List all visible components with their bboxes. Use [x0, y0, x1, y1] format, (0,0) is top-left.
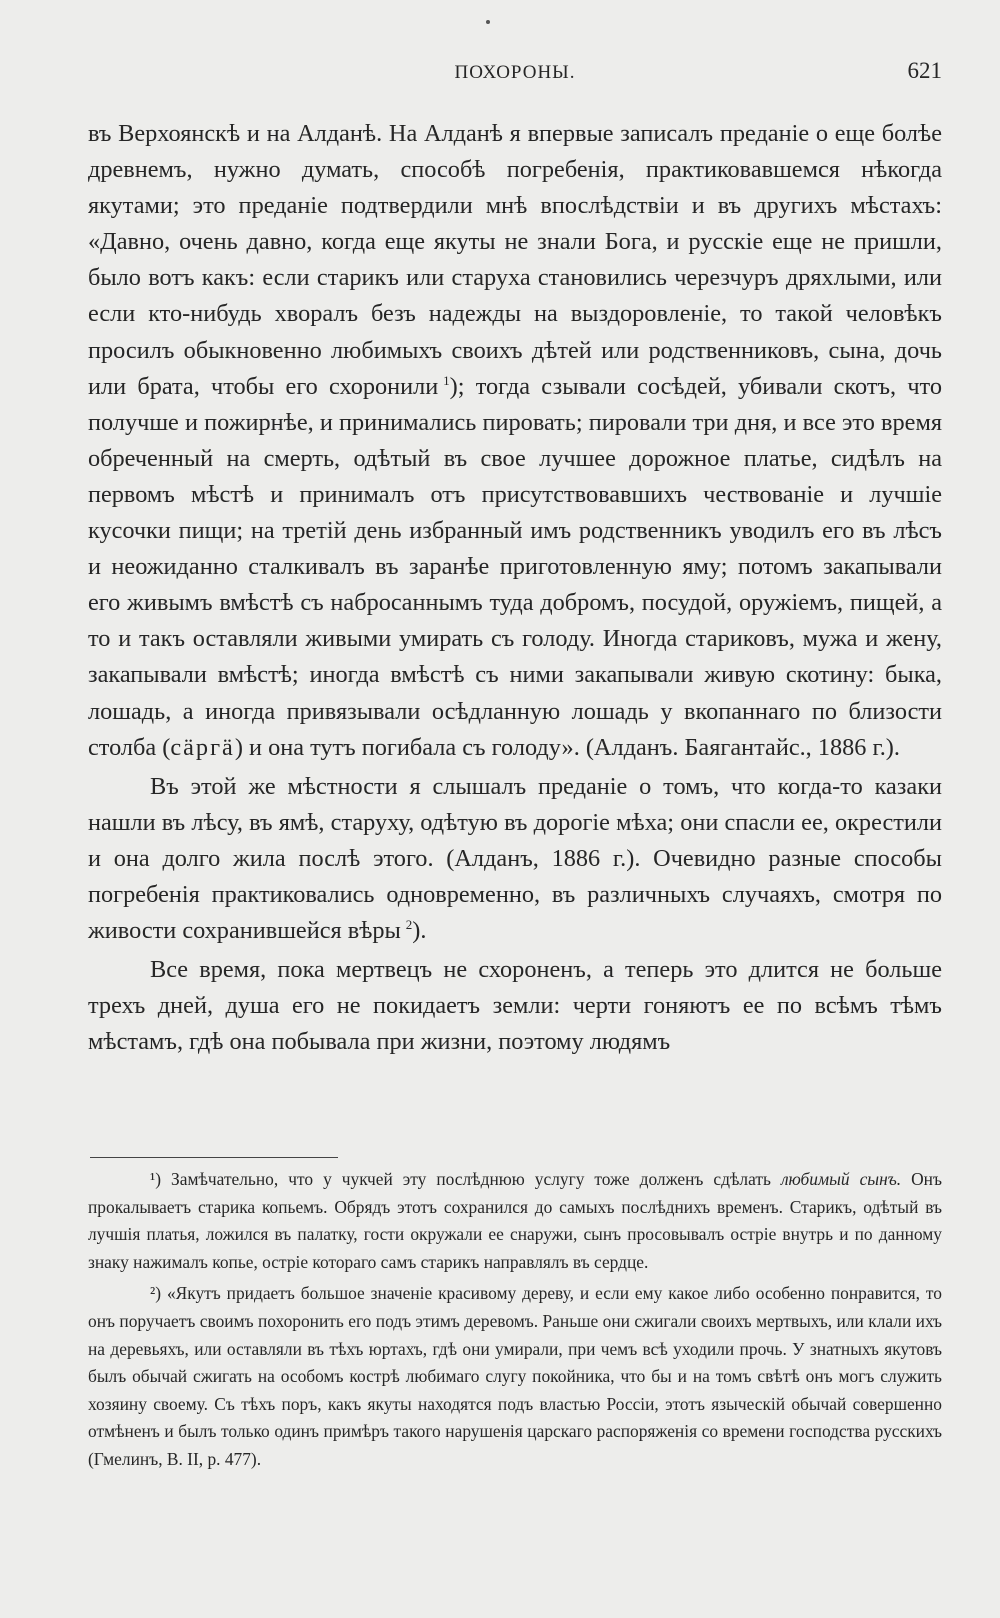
paragraph-1-term: сäргä [170, 733, 235, 761]
page-number: 621 [907, 58, 942, 83]
footnote-ref-2: 2 [405, 916, 413, 932]
main-text [88, 116, 942, 1060]
paragraph-2-text-a: Въ этой же мѣстности я слышалъ преданіе о томъ, что когда-то казаки нашли въ лѣсу, въ ямѣ, старуху, одѣтую въ дорогіе мѣха; они спасли ее, окрестили и она долго жила послѣ этого. (Алданъ, 1886 г.). Очевидно разные способы погребенія практиковались одновременно, въ различныхъ случаяхъ, смотря по живости сохранившейся вѣры [88, 772, 942, 945]
paragraph-2-text-b: ). [412, 917, 427, 945]
footnote-1-text-b: Онъ прокалываетъ старика копьемъ. Обрядъ этотъ сохранился до самыхъ послѣднихъ временъ. Старикъ, одѣтый въ лучшія платья, ложился въ палатку, гости окружали ее снаружи, сынъ просовывалъ остріе внутрь и по данному знаку нажималъ копье, остріе котораго самъ старикъ направлялъ въ сердце. [88, 1169, 942, 1272]
footnote-1-emphasis: любимый сынъ. [780, 1169, 902, 1189]
page-header [88, 56, 942, 88]
footnote-1-text-a: Замѣчательно, что у чукчей эту послѣднюю услугу тоже долженъ сдѣлать [171, 1169, 771, 1189]
paragraph-1-text-c: ) и она тутъ погибала съ голоду». (Алданъ. Баягантайс., 1886 г.). [234, 733, 900, 761]
footnote-2-text: «Якутъ придаетъ большое значеніе красивому дереву, и если ему какое либо особенно понравится, то онъ поручаетъ своимъ похоронить его подъ этимъ деревомъ. Раньше они сжигали своихъ мертвыхъ, или клали ихъ на деревьяхъ, или оставляли въ тѣхъ юртахъ, гдѣ они умирали, при чемъ всѣ уходили прочь. У знатныхъ якутовъ былъ обычай сжигать на особомъ кострѣ любимаго слугу покойника, что бы и на томъ свѣтѣ онъ могъ служить хозяину своему. Съ тѣхъ поръ, какъ якуты находятся подъ властью Россіи, этотъ языческій обычай совершенно отмѣненъ и былъ только одинъ примѣръ такого нарушенія царскаго распоряженія со времени господства русскихъ (Гмелинъ, B. II, p. 477). [88, 1283, 942, 1469]
footnote-2 [88, 1280, 942, 1473]
paragraph-2 [88, 769, 942, 949]
paragraph-1-text-b: ); тогда сзывали сосѣдей, убивали скотъ, что получше и пожирнѣе, и принимались пировать; пировали три дня, и все это время обреченный на смерть, одѣтый въ свое лучшее дорожное платье, сидѣлъ на первомъ мѣстѣ и принималъ отъ присутствовавшихъ чествованіе и лучшіе кусочки пищи; на третій день избранный имъ родственникъ уводилъ его въ лѣсъ и неожиданно сталкивалъ въ заранѣе приготовленную яму; потомъ закапывали его живымъ вмѣстѣ съ наброcаннымъ туда добромъ, посудой, оружіемъ, пищей, а то и такъ оставляли живыми умирать съ голоду. Иногда стариковъ, мужа и жену, закапывали вмѣстѣ; иногда вмѣстѣ съ ними закапывали живую скотину: быка, лошадь, а иногда привязывали осѣдланную лошадь у вкопаннаго по близости столба ( [88, 372, 942, 761]
paragraph-1-text-a: въ Верхоянскѣ и на Алданѣ. На Алданѣ я впервые записалъ преданіе о еще болѣе древнемъ, нужно думать, способѣ погребенія, практиковавшемся нѣкогда якутами; это преданіе подтвердили мнѣ впослѣдствіи и въ другихъ мѣстахъ: «Давно, очень давно, когда еще якуты не знали Бога, и русскіе еще не пришли, было вотъ какъ: если старикъ или старуха становились черезчуръ дряхлыми, или если кто-нибудь хворалъ безъ надежды на выздоровленіе, то такой человѣкъ просилъ обыкновенно любимыхъ своихъ дѣтей или родственниковъ, сына, дочь или брата, чтобы его схоронили [88, 120, 942, 400]
print-speck [486, 20, 490, 24]
footnotes [88, 1166, 942, 1474]
footnote-ref-1: 1 [443, 372, 450, 388]
footnote-2-marker: ²) [150, 1283, 162, 1304]
paragraph-1 [88, 116, 942, 766]
footnote-1 [88, 1166, 942, 1276]
footnote-1-marker: ¹) [150, 1169, 162, 1189]
paragraph-3: Все время, пока мертвецъ не схороненъ, а теперь это длится не больше трехъ дней, душа его не покидаетъ земли: черти гоняютъ ее по всѣмъ тѣмъ мѣстамъ, гдѣ она побывала при жизни, поэтому людямъ [88, 956, 942, 1056]
running-head: ПОХОРОНЫ. [454, 62, 576, 83]
footnote-separator [90, 1157, 338, 1158]
